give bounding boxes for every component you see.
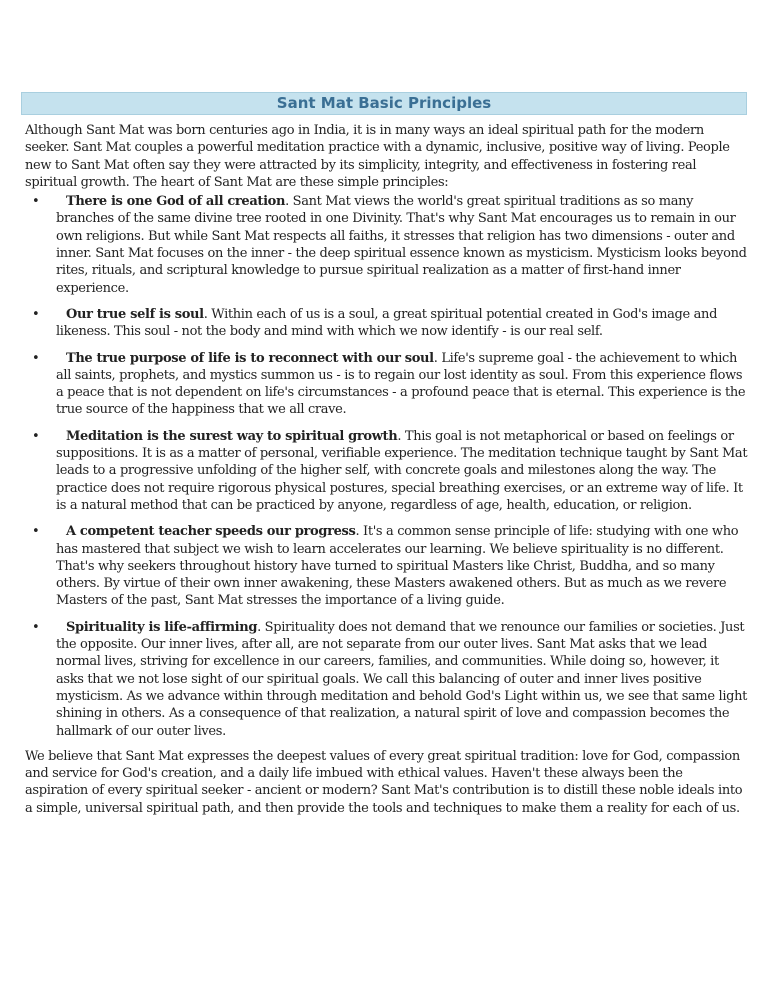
intro-paragraph: Although Sant Mat was born centuries ago in India, it is in many ways an ideal spiritual path for the modern seeker. Sant Mat couples a powerful meditation practice with a dynamic, inclusive, positive way of living. People new to Sant Mat often say they were attracted by its simplicity, integrity, and effectiveness in fostering real spiritual growth. The heart of Sant Mat are these simple principles:	[25, 123, 730, 190]
principle-text: . Sant Mat views the world's great spiritual traditions as so many branches of the same divine tree rooted in one Divinity. That's why Sant Mat encourages us to remain in our own religions. But while Sant Mat respects all faiths, it stresses that religion has two dimensions - outer and inner. Sant Mat focuses on the inner - the deep spiritual essence known as mysticism. Mysticism looks beyond rites, rituals, and scriptural knowledge to pursue spiritual realization as a matter of first-hand inner experience.	[56, 194, 747, 296]
bullet-icon: •	[32, 428, 40, 444]
principle-text: . Spirituality does not demand that we renounce our families or societies. Just the opposite. Our inner lives, after all, are not separate from our outer lives. Sant Mat asks that we lead normal lives, striving for excellence in our careers, families, and communities. While doing so, however, it asks that we not lose sight of our spiritual goals. We call this balancing of outer and inner lives positive mysticism. As we advance within through meditation and behold God's Light within us, we see that same light shining in others. As a consequence of that realization, a natural spirit of love and compassion becomes the hallmark of our outer lives.	[56, 619, 748, 739]
page-title: Sant Mat Basic Principles	[276, 94, 492, 112]
principles-list	[25, 193, 749, 740]
principle-text: . It's a common sense principle of life: studying with one who has mastered that subject we wish to learn accelerates our learning. We believe spirituality is no different. That's why seekers throughout history have turned to spiritual Masters like Christ, Buddha, and so many others. By virtue of their own inner awakening, these Masters awakened others. But as much as we revere Masters of the past, Sant Mat stresses the importance of a living guide.	[56, 524, 739, 609]
closing-paragraph: We believe that Sant Mat expresses the deepest values of every great spiritual tradition: love for God, compassion and service for God's creation, and a daily life imbued with ethical values. Haven't these always been the aspiration of every spiritual seeker - ancient or modern? Sant Mat's contribution is to distill these noble ideals into a simple, universal spiritual path, and then provide the tools and techniques to make them a reality for each of us.	[25, 748, 743, 816]
principle-heading: A competent teacher speeds our progress	[66, 524, 356, 540]
principle-item	[25, 428, 749, 514]
principle-heading: Spirituality is life-affirming	[66, 619, 258, 635]
principle-item	[25, 350, 749, 419]
principle-heading: Our true self is soul	[66, 306, 204, 322]
title-bar	[21, 92, 747, 115]
principle-item	[25, 523, 749, 609]
principle-heading: Meditation is the surest way to spiritual growth	[66, 428, 398, 444]
principle-text: . Within each of us is a soul, a great spiritual potential created in God's image and likeness. This soul - not the body and mind with which we now identify - is our real self.	[56, 306, 718, 340]
principle-text: . Life's supreme goal - the achievement to which all saints, prophets, and mystics summon us - is to regain our lost identity as soul. From this experience flows a peace that is not dependent on life's circumstances - a profound peace that is eternal. This experience is the true source of the happiness that we all crave.	[56, 350, 746, 418]
bullet-icon: •	[32, 524, 40, 540]
principle-item	[25, 306, 749, 341]
document-body	[25, 122, 749, 817]
principle-item	[25, 619, 749, 740]
principle-text: . This goal is not metaphorical or based on feelings or suppositions. It is as a matter of personal, verifiable experience. The meditation technique taught by Sant Mat leads to a progressive unfolding of the higher self, with concrete goals and milestones along the way. The practice does not require rigorous physical postures, special breathing exercises, or an extreme way of life. It is a natural method that can be practiced by anyone, regardless of age, health, education, or religion.	[56, 428, 748, 513]
principle-heading: There is one God of all creation	[66, 194, 286, 210]
bullet-icon: •	[32, 306, 40, 322]
principle-item	[25, 193, 749, 297]
principle-heading: The true purpose of life is to reconnect with our soul	[66, 350, 434, 366]
bullet-icon: •	[32, 350, 40, 366]
bullet-icon: •	[32, 619, 40, 635]
bullet-icon: •	[32, 194, 40, 210]
